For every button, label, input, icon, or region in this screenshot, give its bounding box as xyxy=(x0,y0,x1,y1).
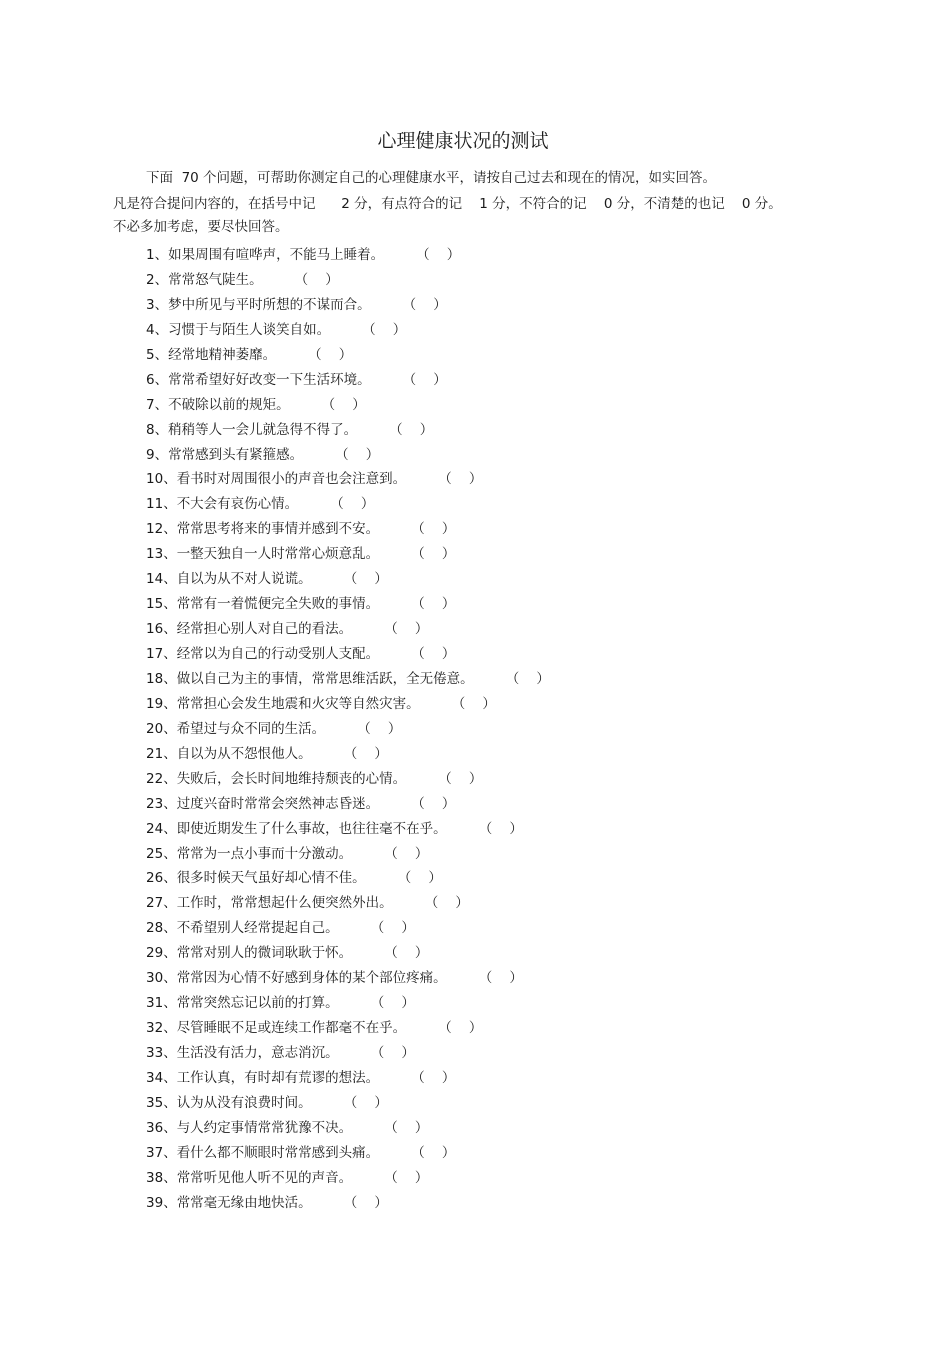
question-item xyxy=(146,717,550,742)
question-number: 38 xyxy=(146,1169,164,1186)
question-item xyxy=(146,767,550,792)
question-item xyxy=(146,991,550,1016)
question-item xyxy=(146,368,550,393)
page-title: 心理健康状况的测试 xyxy=(377,130,549,152)
question-text: 即使近期发生了什么事故，也往往毫不在乎。 xyxy=(176,820,447,837)
answer-blank[interactable]: （ ） xyxy=(424,895,469,912)
question-number: 8 xyxy=(146,421,155,438)
question-item xyxy=(146,393,550,418)
question-number: 19 xyxy=(146,695,164,712)
question-text: 不希望别人经常提起自己。 xyxy=(176,920,339,937)
question-item xyxy=(146,817,550,842)
question-separator: 、 xyxy=(154,321,169,338)
question-number: 29 xyxy=(146,945,164,962)
question-number: 36 xyxy=(146,1119,164,1136)
question-text: 与人约定事情常常犹豫不决。 xyxy=(176,1119,353,1136)
question-separator: 、 xyxy=(163,670,177,687)
answer-blank[interactable]: （ ） xyxy=(411,1144,456,1161)
answer-blank[interactable]: （ ） xyxy=(343,1094,388,1111)
answer-blank[interactable]: （ ） xyxy=(411,1069,456,1086)
answer-blank[interactable]: （ ） xyxy=(411,795,456,812)
question-text: 如果周围有喧哗声，不能马上睡着。 xyxy=(168,247,385,263)
answer-blank[interactable]: （ ） xyxy=(402,296,447,313)
question-item xyxy=(146,667,550,692)
answer-blank[interactable]: （ ） xyxy=(384,621,429,638)
question-number: 11 xyxy=(146,496,164,513)
question-separator: 、 xyxy=(154,296,169,313)
question-separator: 、 xyxy=(163,596,177,613)
question-text: 常常希望好好改变一下生活环境。 xyxy=(168,371,371,388)
intro-line-1: 下面 70 个问题，可帮助你测定自己的心理健康水平，请按自己过去和现在的情况，如实回答。 xyxy=(146,170,717,186)
question-separator: 、 xyxy=(154,247,169,263)
question-text: 看书时对周围很小的声音也会注意到。 xyxy=(176,471,407,488)
question-separator: 、 xyxy=(163,745,177,762)
question-separator: 、 xyxy=(163,795,177,812)
answer-blank[interactable]: （ ） xyxy=(357,720,402,737)
question-text: 工作认真，有时却有荒谬的想法。 xyxy=(176,1069,380,1086)
question-separator: 、 xyxy=(163,1144,177,1161)
question-item xyxy=(146,692,550,717)
question-number: 14 xyxy=(146,571,164,588)
question-separator: 、 xyxy=(163,621,177,638)
question-number: 33 xyxy=(146,1045,164,1061)
question-text: 生活没有活力，意志消沉。 xyxy=(176,1045,339,1061)
question-separator: 、 xyxy=(163,920,177,937)
question-text: 经常地精神萎靡。 xyxy=(168,346,277,363)
question-number: 16 xyxy=(146,621,164,638)
question-number: 15 xyxy=(146,596,164,613)
answer-blank[interactable]: （ ） xyxy=(308,346,353,363)
question-item xyxy=(146,268,550,293)
question-separator: 、 xyxy=(163,1119,177,1136)
question-separator: 、 xyxy=(163,646,177,662)
question-separator: 、 xyxy=(163,770,177,787)
question-item xyxy=(146,318,550,343)
intro-line-3: 不必多加考虑，要尽快回答。 xyxy=(113,219,289,235)
question-text: 工作时，常常想起什么便突然外出。 xyxy=(176,895,393,912)
question-item xyxy=(146,1191,550,1216)
question-number: 2 xyxy=(146,271,155,288)
question-number: 24 xyxy=(146,820,164,837)
question-number: 1 xyxy=(146,247,155,263)
answer-blank[interactable]: （ ） xyxy=(370,995,415,1012)
answer-blank[interactable]: （ ） xyxy=(384,1119,429,1136)
answer-blank[interactable]: （ ） xyxy=(384,1169,429,1186)
answer-blank[interactable]: （ ） xyxy=(294,271,339,288)
answer-blank[interactable]: （ ） xyxy=(397,870,442,887)
question-number: 4 xyxy=(146,321,155,338)
question-text: 希望过与众不同的生活。 xyxy=(176,720,326,737)
question-separator: 、 xyxy=(163,870,177,887)
question-item xyxy=(146,1016,550,1041)
question-text: 看什么都不顺眼时常常感到头痛。 xyxy=(176,1144,380,1161)
question-text: 常常为一点小事而十分激动。 xyxy=(176,845,353,862)
answer-blank[interactable]: （ ） xyxy=(438,471,483,488)
question-number: 34 xyxy=(146,1069,164,1086)
question-separator: 、 xyxy=(163,521,177,538)
question-number: 22 xyxy=(146,770,164,787)
question-text: 做以自己为主的事情，常常思维活跃，全无倦意。 xyxy=(176,670,474,687)
answer-blank[interactable]: （ ） xyxy=(505,670,550,687)
question-text: 不大会有哀伤心情。 xyxy=(176,496,299,513)
question-separator: 、 xyxy=(163,471,177,488)
question-item xyxy=(146,1116,550,1141)
question-number: 31 xyxy=(146,995,164,1012)
question-number: 21 xyxy=(146,745,164,762)
question-number: 7 xyxy=(146,396,155,413)
question-item xyxy=(146,617,550,642)
question-item xyxy=(146,891,550,916)
question-number: 39 xyxy=(146,1194,164,1211)
question-item xyxy=(146,1091,550,1116)
question-number: 3 xyxy=(146,296,155,313)
question-separator: 、 xyxy=(163,995,177,1012)
question-number: 18 xyxy=(146,670,164,687)
question-separator: 、 xyxy=(163,546,177,563)
question-list xyxy=(146,243,550,1216)
question-text: 自以为从不怨恨他人。 xyxy=(176,745,312,762)
question-text: 稍稍等人一会儿就急得不得了。 xyxy=(168,421,358,438)
question-separator: 、 xyxy=(154,396,169,413)
question-text: 失败后，会长时间地维持颓丧的心情。 xyxy=(176,770,407,787)
answer-blank[interactable]: （ ） xyxy=(370,920,415,937)
question-text: 尽管睡眠不足或连续工作都毫不在乎。 xyxy=(176,1020,407,1037)
question-separator: 、 xyxy=(163,720,177,737)
question-item xyxy=(146,941,550,966)
question-text: 常常听见他人听不见的声音。 xyxy=(176,1169,353,1186)
question-text: 认为从没有浪费时间。 xyxy=(176,1094,312,1111)
question-separator: 、 xyxy=(163,695,177,712)
question-item xyxy=(146,916,550,941)
question-item xyxy=(146,1166,550,1191)
question-item xyxy=(146,343,550,368)
question-separator: 、 xyxy=(163,820,177,837)
question-separator: 、 xyxy=(154,346,169,363)
answer-blank[interactable]: （ ） xyxy=(438,1020,483,1037)
answer-blank[interactable]: （ ） xyxy=(402,371,447,388)
question-number: 23 xyxy=(146,795,164,812)
question-separator: 、 xyxy=(163,845,177,862)
question-text: 常常怒气陡生。 xyxy=(168,271,263,288)
question-item xyxy=(146,542,550,567)
answer-blank[interactable]: （ ） xyxy=(438,770,483,787)
answer-blank[interactable]: （ ） xyxy=(335,446,380,463)
question-text: 常常因为心情不好感到身体的某个部位疼痛。 xyxy=(176,970,447,987)
question-item xyxy=(146,517,550,542)
question-separator: 、 xyxy=(154,271,169,288)
question-number: 12 xyxy=(146,521,164,538)
question-text: 不破除以前的规矩。 xyxy=(168,396,290,413)
question-text: 常常突然忘记以前的打算。 xyxy=(176,995,339,1012)
question-item xyxy=(146,966,550,991)
question-number: 26 xyxy=(146,870,164,887)
question-number: 6 xyxy=(146,371,155,388)
question-item xyxy=(146,642,550,667)
question-separator: 、 xyxy=(154,371,169,388)
question-number: 5 xyxy=(146,346,155,363)
question-item xyxy=(146,418,550,443)
question-separator: 、 xyxy=(163,1194,177,1211)
question-item xyxy=(146,443,550,468)
question-separator: 、 xyxy=(163,970,177,987)
question-text: 梦中所见与平时所想的不谋而合。 xyxy=(168,296,371,313)
question-item xyxy=(146,1041,550,1066)
question-text: 常常感到头有紧箍感。 xyxy=(168,446,304,463)
answer-blank[interactable]: （ ） xyxy=(411,596,456,613)
answer-blank[interactable]: （ ） xyxy=(384,845,429,862)
question-number: 30 xyxy=(146,970,164,987)
question-number: 32 xyxy=(146,1020,164,1037)
question-item xyxy=(146,1141,550,1166)
question-separator: 、 xyxy=(154,421,169,438)
answer-blank[interactable]: （ ） xyxy=(321,396,366,413)
question-text: 自以为从不对人说谎。 xyxy=(176,571,312,588)
question-number: 20 xyxy=(146,720,164,737)
question-separator: 、 xyxy=(163,1069,177,1086)
question-separator: 、 xyxy=(163,895,177,912)
question-text: 常常毫无缘由地快活。 xyxy=(176,1194,312,1211)
answer-blank[interactable]: （ ） xyxy=(411,546,456,563)
question-text: 经常担心别人对自己的看法。 xyxy=(176,621,353,638)
question-number: 35 xyxy=(146,1094,164,1111)
answer-blank[interactable]: （ ） xyxy=(478,970,523,987)
question-text: 习惯于与陌生人谈笑自如。 xyxy=(168,321,331,338)
answer-blank[interactable]: （ ） xyxy=(416,247,461,263)
question-separator: 、 xyxy=(163,1169,177,1186)
question-text: 过度兴奋时常常会突然神志昏迷。 xyxy=(176,795,380,812)
question-item xyxy=(146,866,550,891)
answer-blank[interactable]: （ ） xyxy=(362,321,407,338)
question-item xyxy=(146,1066,550,1091)
answer-blank[interactable]: （ ） xyxy=(411,646,456,662)
question-item xyxy=(146,592,550,617)
question-item xyxy=(146,293,550,318)
answer-blank[interactable]: （ ） xyxy=(478,820,523,837)
answer-blank[interactable]: （ ） xyxy=(370,1045,415,1061)
question-text: 一整天独自一人时常常心烦意乱。 xyxy=(176,546,380,563)
question-separator: 、 xyxy=(163,945,177,962)
question-number: 13 xyxy=(146,546,164,563)
answer-blank[interactable]: （ ） xyxy=(330,496,375,513)
question-number: 10 xyxy=(146,471,164,488)
question-number: 17 xyxy=(146,646,164,662)
question-item xyxy=(146,842,550,867)
question-separator: 、 xyxy=(163,571,177,588)
question-item xyxy=(146,742,550,767)
question-number: 9 xyxy=(146,446,155,463)
question-item xyxy=(146,467,550,492)
question-number: 28 xyxy=(146,920,164,937)
question-item xyxy=(146,567,550,592)
question-text: 常常思考将来的事情并感到不安。 xyxy=(176,521,380,538)
question-separator: 、 xyxy=(163,1094,177,1111)
question-item xyxy=(146,243,550,268)
answer-blank[interactable]: （ ） xyxy=(384,945,429,962)
question-text: 常常对别人的微词耿耿于怀。 xyxy=(176,945,353,962)
answer-blank[interactable]: （ ） xyxy=(343,571,388,588)
answer-blank[interactable]: （ ） xyxy=(451,695,496,712)
question-text: 经常以为自己的行动受别人支配。 xyxy=(176,646,380,662)
question-separator: 、 xyxy=(163,1045,177,1061)
question-item xyxy=(146,492,550,517)
question-separator: 、 xyxy=(163,496,177,513)
answer-blank[interactable]: （ ） xyxy=(343,1194,388,1211)
answer-blank[interactable]: （ ） xyxy=(343,745,388,762)
question-separator: 、 xyxy=(154,446,169,463)
question-number: 27 xyxy=(146,895,164,912)
question-item xyxy=(146,792,550,817)
intro-line-2: 凡是符合提问内容的，在括号中记 2 分，有点符合的记 1 分，不符合的记 0 分，不清楚的也记 0 分。 xyxy=(113,196,782,212)
question-number: 25 xyxy=(146,845,164,862)
question-text: 很多时候天气虽好却心情不佳。 xyxy=(176,870,366,887)
answer-blank[interactable]: （ ） xyxy=(389,421,434,438)
question-text: 常常有一着慌便完全失败的事情。 xyxy=(176,596,380,613)
question-text: 常常担心会发生地震和火灾等自然灾害。 xyxy=(176,695,420,712)
question-separator: 、 xyxy=(163,1020,177,1037)
answer-blank[interactable]: （ ） xyxy=(411,521,456,538)
question-number: 37 xyxy=(146,1144,164,1161)
